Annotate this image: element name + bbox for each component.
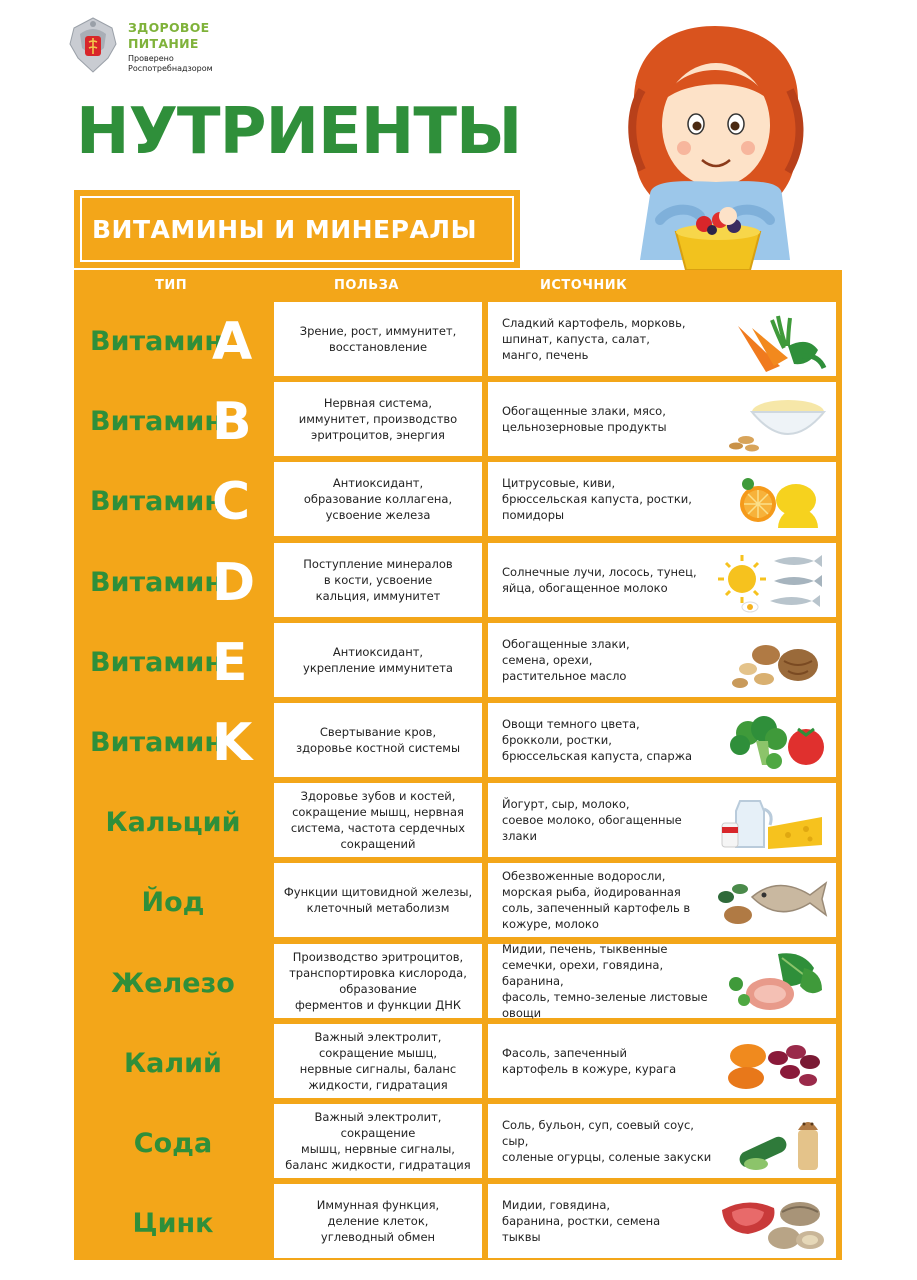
source-cell [488,302,836,376]
table-row [74,703,842,777]
nutrient-type-label: Калий [124,1047,222,1079]
source-cell [488,623,836,697]
table-row [74,1024,842,1098]
benefit-text: Важный электролит, сокращение мышц, нервные сигналы, баланс жидкости, гидратация [285,1110,471,1172]
source-text: Обогащенные злаки, семена, орехи, растительное масло [502,636,630,683]
benefit-text: Зрение, рост, иммунитет, восстановление [299,324,457,354]
source-text: Соль, бульон, суп, соевый соус, сыр, соленые огурцы, соленые закуски [502,1118,712,1164]
vitamin-letter: K [212,713,253,773]
carrot-icon [718,306,828,372]
benefit-text: Здоровье зубов и костей, сокращение мышц, нервная система, частота сердечных сокращений [290,789,466,852]
nutrient-type-cell [74,1184,272,1258]
benefit-cell [274,462,482,536]
source-cell [488,783,836,857]
section-header [74,190,520,268]
benefit-text: Производство эритроцитов, транспортировка кислорода, образование ферментов и функции ДНК [289,949,467,1012]
girl-illustration-icon [620,20,810,275]
benefit-cell [274,783,482,857]
source-cell [488,863,836,937]
vitamin-letter: D [212,552,256,613]
nutrient-type-cell [74,543,272,617]
benefit-text: Антиоксидант, образование коллагена, усвоение железа [303,476,453,523]
nutrient-type-cell [74,1024,272,1098]
benefit-cell [274,1024,482,1098]
cereal-bowl-icon [718,386,828,452]
benefit-cell [274,944,482,1018]
source-text: Цитрусовые, киви, брюссельская капуста, ростки, помидоры [502,476,692,523]
nutrient-type-label: Цинк [132,1208,214,1240]
source-cell [488,1024,836,1098]
rospotrebnadzor-emblem-icon [66,14,120,76]
benefit-text: Поступление минералов в кости, усвоение кальция, иммунитет [303,556,453,603]
benefit-cell [274,703,482,777]
nutrient-type-label: Сода [133,1128,213,1159]
source-text: Обогащенные злаки, мясо, цельнозерновые продукты [502,404,667,435]
table-row [74,382,842,456]
table-row [74,302,842,376]
nutrient-type-label: Витамин [90,406,224,438]
source-cell [488,462,836,536]
benefit-text: Нервная система, иммунитет, производство эритроцитов, энергия [298,396,458,443]
benefit-text: Важный электролит, сокращение мышц, нервные сигналы, баланс жидкости, гидратация [299,1029,457,1092]
benefit-cell [274,382,482,456]
nutrient-type-label: Йод [141,887,205,919]
column-header-source: ИСТОЧНИК [540,278,628,293]
benefit-text: Иммунная функция, деление клеток, углеводный обмен [316,1198,440,1245]
source-text: Сладкий картофель, морковь, шпинат, капуста, салат, манго, печень [502,316,686,362]
table-row [74,863,842,937]
benefit-text: Антиоксидант, укрепление иммунитета [303,644,453,675]
nutrient-type-cell [74,1104,272,1178]
benefit-cell [274,1104,482,1178]
table-row [74,783,842,857]
source-cell [488,1184,836,1258]
nutrient-type-label: Витамин [90,646,224,678]
nutrient-type-label: Витамин [90,727,224,758]
nutrient-type-cell [74,863,272,937]
source-text: Мидии, говядина, баранина, ростки, семена тыквы [502,1198,661,1245]
source-text: Фасоль, запеченный картофель в кожуре, курага [502,1045,677,1076]
source-cell [488,543,836,617]
table-row [74,543,842,617]
vitamin-letter: A [212,312,253,372]
source-cell [488,703,836,777]
section-title: ВИТАМИНЫ И МИНЕРАЛЫ [92,214,477,244]
column-header-benefit: ПОЛЬЗА [334,278,399,293]
source-text: Йогурт, сыр, молоко, соевое молоко, обогащенные злаки [502,797,682,844]
source-cell [488,1104,836,1178]
source-cell [488,382,836,456]
nutrient-type-cell [74,783,272,857]
benefit-cell [274,1184,482,1258]
table-row [74,1104,842,1178]
source-cell [488,941,836,1020]
cucumber-salt-icon [718,1108,828,1174]
benefit-cell [274,623,482,697]
dairy-icon [718,787,828,853]
benefit-text: Свертывание кров, здоровье костной системы [295,725,461,755]
source-text: Солнечные лучи, лосось, тунец, яйца, обогащенное молоко [502,564,697,595]
benefit-cell [274,302,482,376]
column-header-type: ТИП [155,278,188,293]
vitamin-letter: E [212,632,248,693]
benefit-cell [274,543,482,617]
table-row [74,623,842,697]
nutrient-type-cell [74,382,272,456]
page-title: НУТРИЕНТЫ [76,95,522,169]
fish-potato-icon [718,867,828,933]
benefit-cell [274,863,482,937]
nutrient-type-cell [74,302,272,376]
nutrient-type-cell [74,944,272,1018]
citrus-icon [718,466,828,532]
broccoli-tomato-icon [718,707,828,773]
source-text: Овощи темного цвета, брокколи, ростки, брюссельская капуста, спаржа [502,717,693,763]
steak-mussel-icon [718,1188,828,1254]
table-row [74,941,842,1020]
logo-name: ЗДОРОВОЕ ПИТАНИЕ [128,20,210,51]
logo [66,14,246,76]
vitamin-letter: C [212,472,251,533]
nuts-icon [718,627,828,693]
table-row [74,462,842,536]
nutrient-type-label: Кальций [105,807,241,839]
section-header-frame [80,196,514,262]
logo-subtitle: Проверено Роспотребнадзором [128,54,213,73]
nutrient-type-cell [74,623,272,697]
nutrient-type-label: Железо [111,967,235,999]
vitamin-letter: B [212,392,252,453]
nutrient-type-label: Витамин [90,486,224,518]
beans-apricot-icon [718,1028,828,1094]
table-row [74,1184,842,1258]
source-text: Обезвоженные водоросли, морская рыба, йодированная соль, запеченный картофель в кожуре, молоко [502,869,691,932]
benefit-text: Функции щитовидной железы, клеточный метаболизм [283,885,473,916]
meat-greens-icon [718,948,828,1014]
nutrient-type-label: Витамин [90,326,224,357]
sun-fish-icon [718,547,828,613]
nutrient-type-cell [74,703,272,777]
nutrient-type-label: Витамин [90,566,224,598]
nutrient-type-cell [74,462,272,536]
source-text: Мидии, печень, тыквенные семечки, орехи, говядина, баранина, фасоль, темно-зеленые листовые овощи [502,941,708,1020]
